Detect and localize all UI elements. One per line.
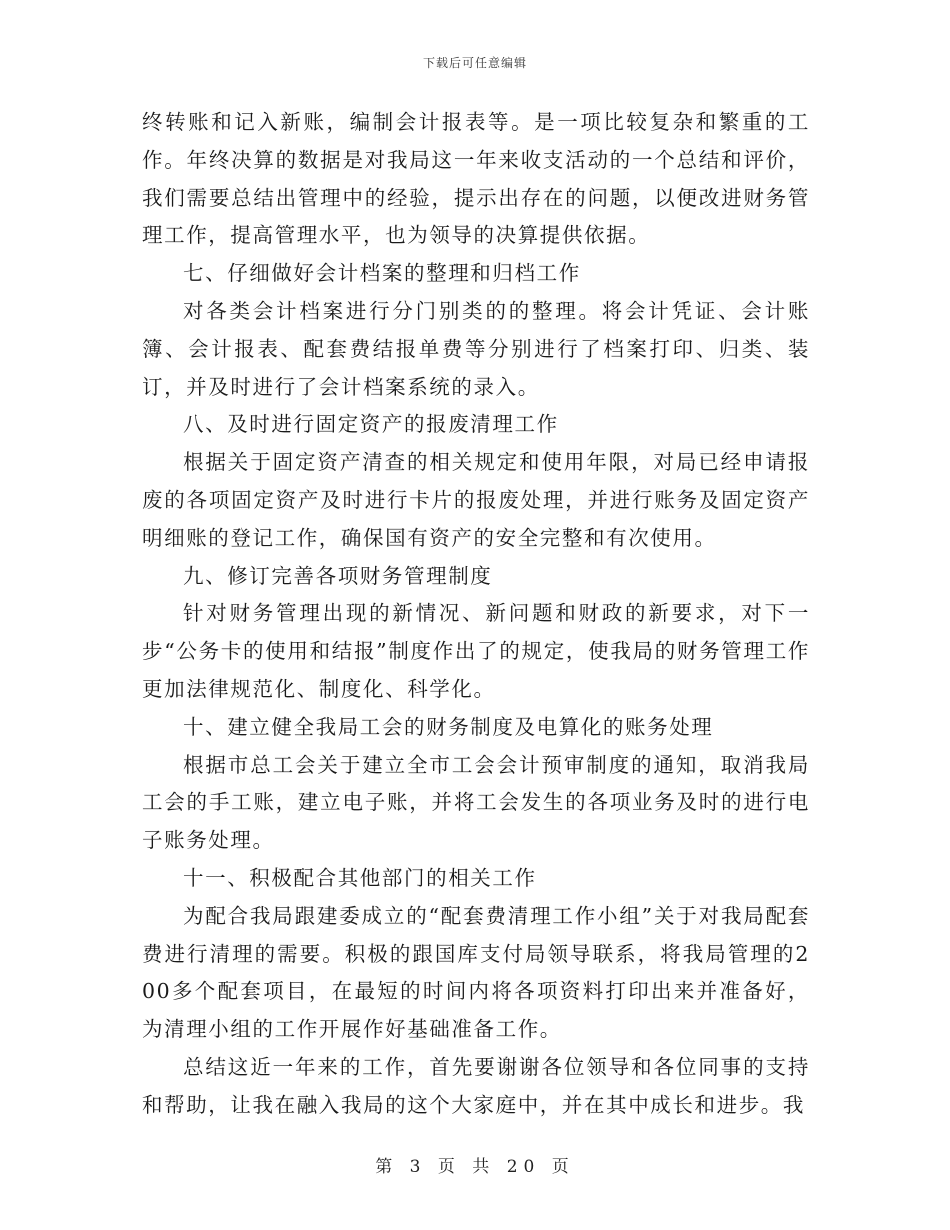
- paragraph-cooperation: 为配合我局跟建委成立的“配套费清理工作小组”关于对我局配套费进行清理的需要。积极的跟国库支付局领导联系，将我局管理的200多个配套项目，在最短的时间内将各项资料打印出来并准备好，为清理小组的工作开展作好基础准备工作。: [142, 903, 810, 1042]
- paragraph-summary: 总结这近一年来的工作，首先要谢谢各位领导和各位同事的支持和帮助，让我在融入我局的这个大家庭中，并在其中成长和进步。我: [142, 1054, 810, 1117]
- section-heading-11: 十一、积极配合其他部门的相关工作: [183, 865, 537, 890]
- section-heading-9: 九、修订完善各项财务管理制度: [183, 563, 493, 588]
- section-heading-7: 七、仔细做好会计档案的整理和归档工作: [183, 261, 581, 286]
- document-body: [142, 104, 810, 1125]
- section-heading-10: 十、建立健全我局工会的财务制度及电算化的账务处理: [183, 714, 714, 739]
- section-heading-8: 八、及时进行固定资产的报废清理工作: [183, 412, 559, 437]
- paragraph-management-rules: 针对财务管理出现的新情况、新问题和财政的新要求，对下一步“公务卡的使用和结报”制度作出了的规定，使我局的财务管理工作更加法律规范化、制度化、科学化。: [142, 601, 810, 701]
- paragraph-year-end-closing: 终转账和记入新账，编制会计报表等。是一项比较复杂和繁重的工作。年终决算的数据是对我局这一年来收支活动的一个总结和评价，我们需要总结出管理中的经验，提示出存在的问题，以便改进财务管理工作，提高管理水平，也为领导的决算提供依据。: [142, 110, 810, 248]
- page-header: 下载后可任意编辑: [422, 56, 527, 70]
- paragraph-union-accounting: 根据市总工会关于建立全市工会会计预审制度的通知，取消我局工会的手工账，建立电子账，并将工会发生的各项业务及时的进行电子账务处理。: [142, 752, 810, 853]
- paragraph-fixed-assets: 根据关于固定资产清查的相关规定和使用年限，对局已经申请报废的各项固定资产及时进行卡片的报废处理，并进行账务及固定资产明细账的登记工作，确保国有资产的安全完整和有次使用。: [142, 450, 810, 550]
- paragraph-accounting-archives: 对各类会计档案进行分门别类的的整理。将会计凭证、会计账簿、会计报表、配套费结报单费等分别进行了档案打印、归类、装订，并及时进行了会计档案系统的录入。: [142, 298, 810, 399]
- page-number: 第 3 页 共 20 页: [375, 1157, 575, 1177]
